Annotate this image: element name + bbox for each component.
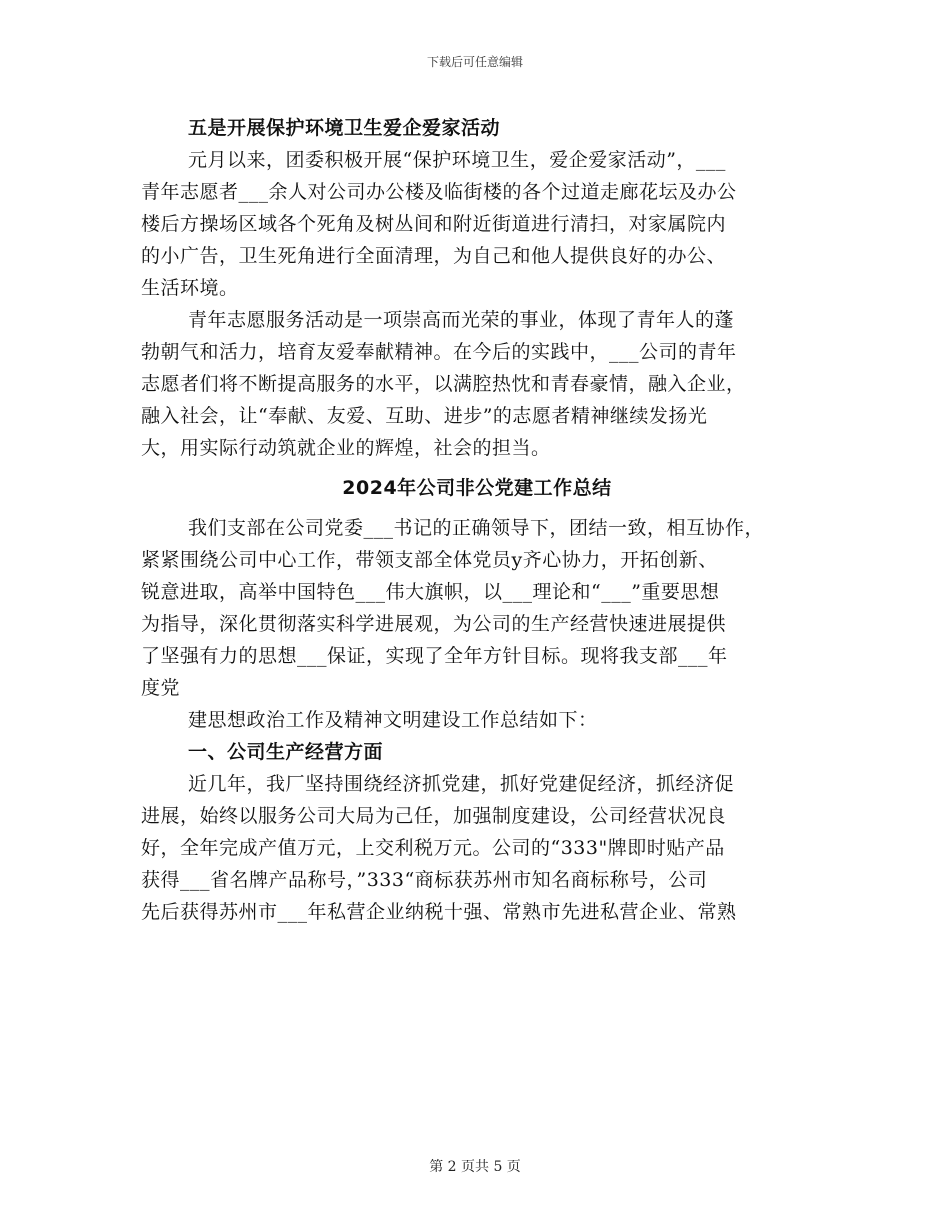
- paragraph: [141, 704, 813, 736]
- text-line: 勃朝气和活力，培育友爱奉献精神。在今后的实践中，___公司的青年: [141, 341, 737, 363]
- text-line: 我们支部在公司党委___书记的正确领导下，团结一致，相互协作，: [188, 517, 765, 539]
- paragraph: [141, 304, 813, 464]
- text-line: 度党: [141, 677, 181, 699]
- paragraph: [141, 144, 813, 304]
- text-line: 楼后方操场区域各个死角及树丛间和附近街道进行清扫，对家属院内: [141, 213, 727, 235]
- text-line: 建思想政治工作及精神文明建设工作总结如下：: [188, 709, 598, 731]
- section-heading: 五是开展保护环境卫生爱企爱家活动: [188, 117, 501, 139]
- text-line: 的小广告，卫生死角进行全面清理，为自己和他人提供良好的办公、: [141, 245, 727, 267]
- text-line: 大，用实际行动筑就企业的辉煌，社会的担当。: [141, 437, 551, 459]
- text-line: 紧紧围绕公司中心工作，带领支部全体党员y齐心协力，开拓创新、: [141, 549, 718, 571]
- text-line: 获得___省名牌产品称号，”333“商标获苏州市知名商标称号，公司: [141, 869, 708, 891]
- section-subheading: 一、公司生产经营方面: [188, 741, 384, 763]
- text-line: 进展，始终以服务公司大局为己任，加强制度建设，公司经营状况良: [141, 805, 727, 827]
- text-line: 融入社会，让“奉献、友爱、互助、进步”的志愿者精神继续发扬光: [141, 405, 708, 427]
- document-body: [141, 112, 813, 928]
- text-line: 锐意进取，高举中国特色___伟大旗帜，以___理论和“___”重要思想: [141, 581, 720, 603]
- text-line: 先后获得苏州市___年私营企业纳税十强、常熟市先进私营企业、常熟: [141, 901, 737, 923]
- text-line: 好，全年完成产值万元，上交利税万元。公司的“333"牌即时贴产品: [141, 837, 725, 859]
- text-line: 青年志愿者___余人对公司办公楼及临街楼的各个过道走廊花坛及办公: [141, 181, 737, 203]
- text-line: 青年志愿服务活动是一项崇高而光荣的事业，体现了青年人的蓬: [188, 309, 735, 331]
- page-number: 第 2 页共 5 页: [429, 1159, 521, 1175]
- text-line: 近几年，我厂坚持围绕经济抓党建，抓好党建促经济，抓经济促: [188, 773, 735, 795]
- text-line: 了坚强有力的思想___保证，实现了全年方针目标。现将我支部___年: [141, 645, 728, 667]
- text-line: 元月以来，团委积极开展“保护环境卫生，爱企爱家活动”，___: [188, 149, 726, 171]
- paragraph: [141, 512, 813, 704]
- text-line: 生活环境。: [141, 277, 239, 299]
- header-note: 下载后可任意编辑: [426, 55, 523, 69]
- text-line: 为指导，深化贯彻落实科学进展观，为公司的生产经营快速进展提供: [141, 613, 727, 635]
- document-title: 2024年公司非公党建工作总结: [342, 477, 612, 499]
- text-line: 志愿者们将不断提高服务的水平，以满腔热忱和青春豪情，融入企业，: [141, 373, 746, 395]
- paragraph: [141, 768, 813, 928]
